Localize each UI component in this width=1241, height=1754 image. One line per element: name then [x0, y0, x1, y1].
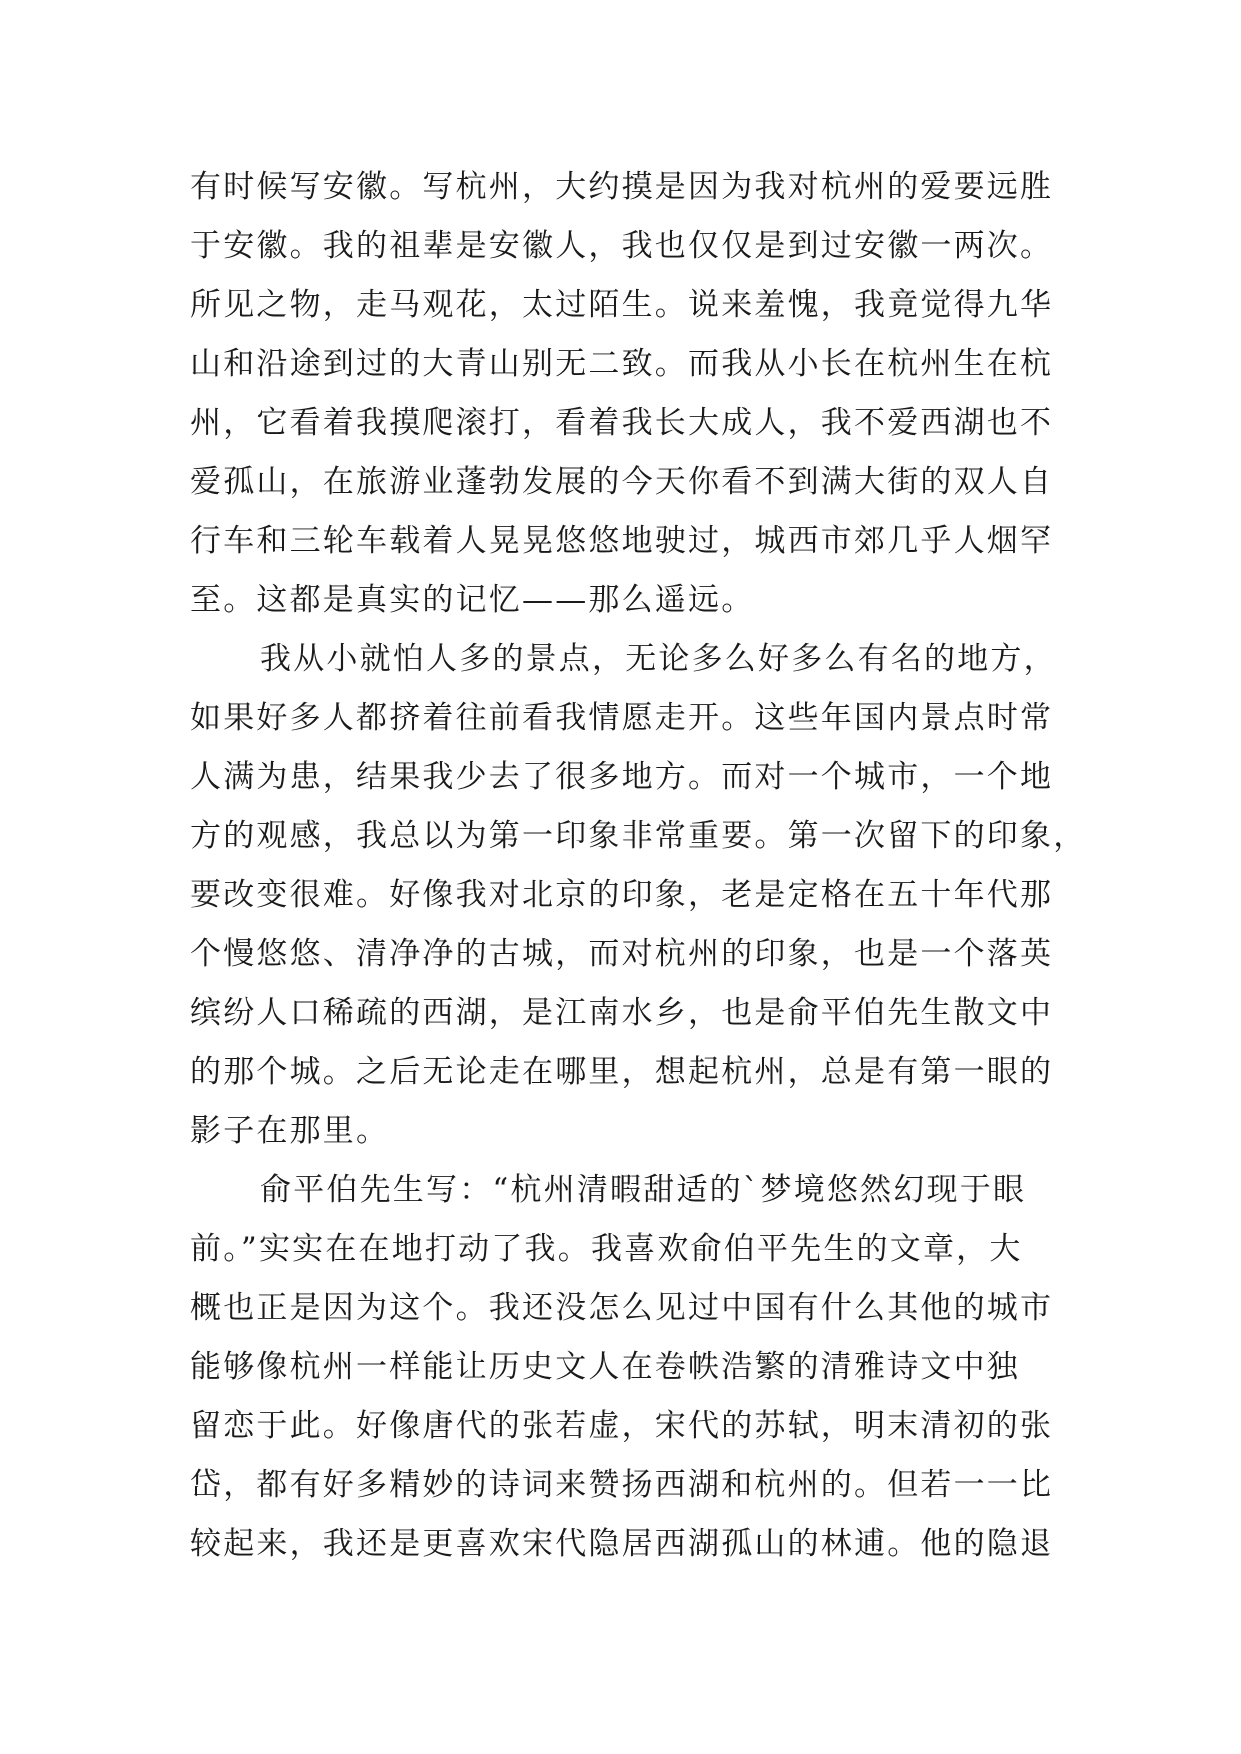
text-line: 于安徽。我的祖辈是安徽人，我也仅仅是到过安徽一两次。 [190, 228, 1054, 264]
text-line: 的那个城。之后无论走在哪里，想起杭州，总是有第一眼的 [190, 1054, 1054, 1090]
text-line: 至。这都是真实的记忆——那么遥远。 [190, 582, 755, 618]
text-line: 爱孤山，在旅游业蓬勃发展的今天你看不到满大街的双人自 [190, 464, 1054, 500]
text-line: 缤纷人口稀疏的西湖，是江南水乡，也是俞平伯先生散文中 [190, 995, 1054, 1031]
text-line: 要改变很难。好像我对北京的印象，老是定格在五十年代那 [190, 877, 1054, 913]
text-line: 山和沿途到过的大青山别无二致。而我从小长在杭州生在杭 [190, 346, 1054, 382]
text-line: 如果好多人都挤着往前看我情愿走开。这些年国内景点时常 [190, 700, 1054, 736]
text-line: 方的观感，我总以为第一印象非常重要。第一次留下的印象， [190, 818, 1087, 854]
text-line: 较起来，我还是更喜欢宋代隐居西湖孤山的林逋。他的隐退 [190, 1526, 1054, 1562]
text-line: 影子在那里。 [190, 1113, 390, 1149]
text-line: 所见之物，走马观花，太过陌生。说来羞愧，我竟觉得九华 [190, 287, 1054, 323]
text-line: 个慢悠悠、清净净的古城，而对杭州的印象，也是一个落英 [190, 936, 1054, 972]
text-line: 留恋于此。好像唐代的张若虚，宋代的苏轼，明末清初的张 [190, 1408, 1054, 1444]
text-line: 有时候写安徽。写杭州，大约摸是因为我对杭州的爱要远胜 [190, 169, 1054, 205]
text-line: 人满为患，结果我少去了很多地方。而对一个城市，一个地 [190, 759, 1054, 795]
paragraph-first-line: 俞平伯先生写：“杭州清暇甜适的`梦境悠然幻现于眼 [260, 1172, 1027, 1208]
text-line: 概也正是因为这个。我还没怎么见过中国有什么其他的城市 [190, 1290, 1054, 1326]
text-line: 行车和三轮车载着人晃晃悠悠地驶过，城西市郊几乎人烟罕 [190, 523, 1054, 559]
essay-body [190, 158, 1087, 1574]
text-line: 前。”实实在在地打动了我。我喜欢俞伯平先生的文章，大 [190, 1231, 1023, 1267]
paragraph-first-line: 我从小就怕人多的景点，无论多么好多么有名的地方， [260, 641, 1057, 677]
text-line: 岱，都有好多精妙的诗词来赞扬西湖和杭州的。但若一一比 [190, 1467, 1054, 1503]
text-line: 能够像杭州一样能让历史文人在卷帙浩繁的清雅诗文中独 [190, 1349, 1020, 1385]
text-line: 州，它看着我摸爬滚打，看着我长大成人，我不爱西湖也不 [190, 405, 1054, 441]
